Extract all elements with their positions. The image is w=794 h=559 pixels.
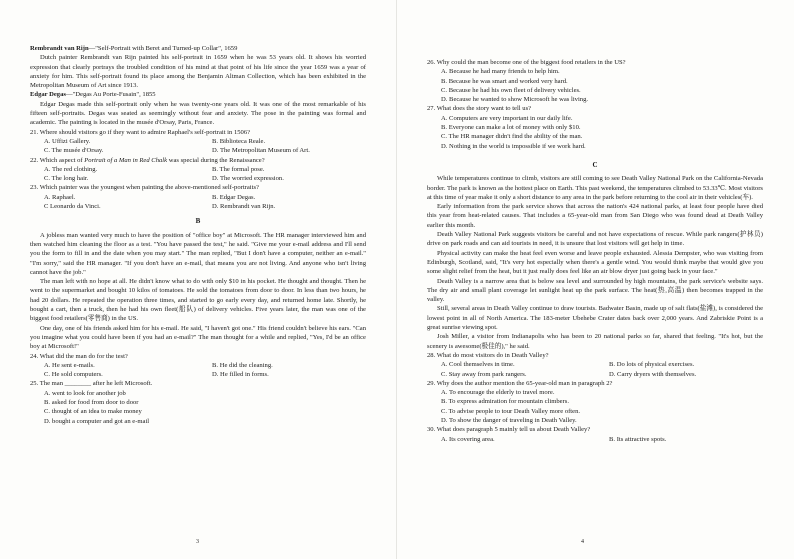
- option: B. Its attractive spots.: [609, 435, 667, 443]
- option: A. He sent e-mails.: [44, 361, 95, 369]
- option: B. To express admiration for mountain climbers.: [441, 398, 569, 406]
- art1-body: Dutch painter Rembrandt van Rijn painted his self-portrait in 1659 when he was 53 years old. It shows his worried expression that clearly portrays the troubled condition of his mind at that point of his life since the year 1659 was a year of anxiety for him. This self-portrait found its place among the Benjamin Altman Collection, which has been exhibited in the Metropolitan Museum of Art since 1913.: [30, 54, 366, 90]
- c-paragraph-6: Still, several areas in Death Valley continue to draw tourists. Badwater Basin, made up of salt flats(盐滩), is considered the lowest point in all of North America. The 183-meter Ubehebe Crater dates back over 2,000 years. And Zabriskie Point is a great sunrise viewing spot.: [427, 305, 763, 332]
- page-right: [397, 0, 794, 559]
- option: C. The HR manager didn't find the ability of the man.: [441, 133, 583, 141]
- option: D. Nothing in the world is impossible if we work hard.: [441, 142, 586, 150]
- option: C. The musée d'Orsay.: [44, 147, 104, 155]
- option: B. He did the cleaning.: [212, 361, 273, 369]
- c-paragraph-4: Physical activity can make the heat feel even worse and leave people exhausted. Alessia Dempster, who was visiting from Edinburgh, Scotland, said, "It's very hot especially when there's a gentle wind. You would think maybe that would give you some slight relief from the heat, but it just really does feel like an air blow dryer just going back in your face.": [427, 249, 763, 276]
- option: C. Stay away from park rangers.: [441, 370, 527, 378]
- option: D. The Metropolitan Museum of Art.: [212, 147, 310, 155]
- art1-title: —"Self-Portrait with Beret and Turned-up Collar", 1659: [88, 45, 238, 52]
- option: A. Raphael.: [44, 193, 76, 201]
- option: B. asked for food from door to door: [44, 398, 139, 406]
- question-25: 25. The man ________ after he left Microsoft.: [30, 380, 153, 388]
- c-paragraph-1: While temperatures continue to climb, visitors are still coming to see Death Valley National Park on the California-Nevada border. The park is known as the hottest place on Earth. This past weekend, the temperatures climbed to 53.33℃. Most visitors at this time of year make it only a short distance to any area in the park before returning to the cool air in their vehicles(车).: [427, 175, 763, 201]
- art1-header: [30, 44, 366, 53]
- q23-options: [30, 193, 366, 212]
- option: A. To encourage the elderly to travel more.: [441, 389, 555, 397]
- q28-options: [427, 360, 763, 379]
- option: D. Carry dryers with themselves.: [609, 370, 697, 378]
- option: A. Its covering area.: [441, 435, 495, 443]
- option: B. Do lots of physical exercises.: [609, 361, 695, 369]
- art1-heading: Rembrandt van Rijn: [30, 45, 89, 52]
- option: B. Everyone can make a lot of money with only $10.: [441, 124, 581, 132]
- option: A. went to look for another job: [44, 389, 126, 397]
- question-26: 26. Why could the man become one of the biggest food retailers in the US?: [427, 59, 626, 66]
- option: D. bought a computer and got an e-mail: [44, 417, 150, 425]
- option: C. He sold computers.: [44, 371, 103, 379]
- question-30: 30. What does paragraph 5 mainly tell us about Death Valley?: [427, 426, 591, 434]
- question-22: [30, 156, 366, 165]
- option: C. Because he had his own fleet of delivery vehicles.: [441, 86, 581, 94]
- option: C. The long hair.: [44, 175, 89, 183]
- q22-title: Portrait of a Man in Red Chalk: [84, 156, 168, 164]
- q30-options: [427, 435, 763, 444]
- page-number-left: 3: [196, 538, 199, 545]
- option: B. The formal pose.: [212, 165, 265, 173]
- q21-options: [30, 137, 366, 156]
- question-24: 24. What did the man do for the test?: [30, 352, 128, 360]
- q29-options: [427, 388, 763, 425]
- option: A. Uffizi Gallery.: [44, 137, 91, 145]
- c-paragraph-3: Death Valley National Park suggests visitors be careful and not have expectations of rescue. While park rangers(护林员) drive on park roads and can aid tourists in need, it is unsure that lost visitors will get help in time.: [427, 231, 763, 248]
- question-23: 23. Which painter was the youngest when painting the above-mentioned self-portraits?: [30, 184, 259, 192]
- c-paragraph-2: Early information from the park service shows that across the nation's 424 national parks, at least four people have died this year from heat-related causes. That includes a 65-year-old man from San Diego who was found dead at Death Valley earlier this month.: [427, 203, 763, 229]
- c-paragraph-7: Josh Miller, a visitor from Indianapolis who has been to 20 national parks so far, shared that feeling. "It's hot, but the scenery is awesome(极佳的)," he said.: [427, 333, 763, 350]
- q24-options: [30, 361, 366, 380]
- left-column: [30, 44, 366, 426]
- b-paragraph-3: One day, one of his friends asked him for his e-mail. He said, "I haven't got one." His friend couldn't believe his ears. "Can you imagine what you could have been if you had an e-mail?" The man thought for a while and replied, "Yes, I'd be an office boy at Microsoft!": [30, 324, 366, 351]
- option: D. He filled in forms.: [212, 371, 269, 379]
- q25-options: [30, 389, 366, 426]
- option: C. To advise people to tour Death Valley more often.: [441, 407, 581, 415]
- b-paragraph-1: A jobless man wanted very much to have the position of "office boy" at Microsoft. The HR manager interviewed him and then watched him cleaning the floor as a test. "You have passed the test," he said. "Give me your e-mail address and I'll send you the form to fill in and the date when you may start." The man replied, "But I don't have a computer, neither an e-mail." "I'm sorry," said the HR manager. "If you don't have an e-mail, that means you are not living. And anyone who isn't living cannot have the job.": [30, 231, 366, 276]
- art2-body: Edgar Degas made this self-portrait only when he was twenty-one years old. It was one of the most remarkable of his fifteen self-portraits. Degas was seated as seemingly without fear and anxiety. The pose in the painting was formal and academic. The painting is located in the musée d'Orsay, Paris, France.: [30, 100, 366, 127]
- art2-header: [30, 90, 366, 99]
- section-b-heading: B: [195, 217, 201, 226]
- q22-options: [30, 165, 366, 184]
- question-27: 27. What does the story want to tell us?: [427, 105, 532, 113]
- q26-options: [427, 67, 763, 104]
- q22-post: was special during the Renaissance?: [167, 156, 265, 164]
- section-c-heading: C: [592, 160, 598, 169]
- c-paragraph-5: Death Valley is a narrow area that is below sea level and surrounded by high mountains, the park service's website says. The dry air and small plant coverage let sunlight heat up the park surface. The heat(热,高温) then becomes trapped in the valley.: [427, 277, 763, 304]
- option: C. thought of an idea to make money: [44, 408, 142, 416]
- page-number-right: 4: [581, 538, 584, 545]
- question-29: 29. Why does the author mention the 65-year-old man in paragraph 2?: [427, 379, 613, 387]
- option: A. Computers are very important in our daily life.: [441, 114, 573, 122]
- b-paragraph-2: The man left with no hope at all. He didn't know what to do with only $10 in his pocket. He thought and thought. Then he went to the supermarket and bought 10 kilos of tomatoes. He sold the tomatoes from door to door. In less than two hours, he had 20 dollars. He repeated the operation three times, and started to go early every day, and returned home late. Shortly, he bought a cart, then a truck, then he had his own fleet(船队) of delivery vehicles. Five years later, the man was one of the biggest food retailers(零售商) in the US.: [30, 278, 366, 323]
- option: D. Because he wanted to show Microsoft he was living.: [441, 96, 589, 104]
- art2-heading: Edgar Degas: [30, 91, 66, 99]
- right-column: [427, 58, 763, 444]
- question-28: 28. What do most visitors do in Death Valley?: [427, 351, 549, 359]
- option: D. Rembrandt van Rijn.: [212, 203, 276, 211]
- question-21: 21. Where should visitors go if they want to admire Raphael's self-portrait in 1506?: [30, 128, 251, 136]
- option: B. Edgar Degas.: [212, 193, 256, 201]
- art2-title: —"Degas Au Porte-Fusain", 1855: [65, 91, 156, 99]
- q22-pre: 22. Which aspect of: [30, 156, 85, 164]
- option: C Leonardo da Vinci.: [44, 203, 101, 211]
- option: A. Because he had many friends to help him.: [441, 68, 560, 76]
- option: D. To show the danger of traveling in Death Valley.: [441, 416, 577, 424]
- option: B. Biblioteca Reale.: [212, 137, 266, 145]
- option: A. The red clothing.: [44, 165, 98, 173]
- option: A. Cool themselves in time.: [441, 361, 515, 369]
- option: B. Because he was smart and worked very hard.: [441, 77, 568, 85]
- q27-options: [427, 114, 763, 151]
- option: D. The worried expression.: [212, 175, 284, 183]
